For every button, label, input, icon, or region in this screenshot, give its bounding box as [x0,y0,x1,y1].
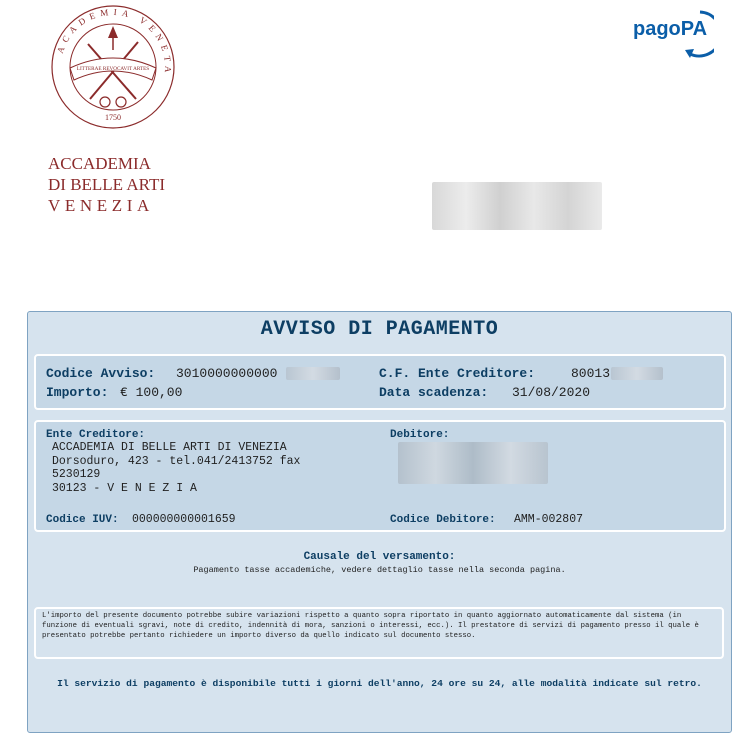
codice-avviso-label: Codice Avviso: [46,366,156,381]
data-scadenza-label: Data scadenza: [379,385,489,400]
payment-summary-panel [34,354,726,410]
causale-text: Pagamento tasse accademiche, vedere dettaglio tasse nella seconda pagina. [193,565,566,575]
institution-name-line-3: VENEZIA [48,196,154,215]
redacted-debitore [398,442,548,484]
creditore-line-3: 5230129 [52,468,101,481]
redacted-codice-avviso [286,367,340,380]
seal-ring-text: ACADEMIA VENETA [54,6,174,78]
pagopa-logo-text: pagoPA [633,18,708,40]
institution-name-line-1: ACCADEMIA [48,154,151,173]
redacted-cf-creditore [611,367,663,380]
causale-label: Causale del versamento: [303,551,456,563]
seal-year: 1750 [105,113,121,122]
notice-title: AVVISO DI PAGAMENTO [260,318,499,341]
cf-creditore-label: C.F. Ente Creditore: [379,366,536,381]
amount-disclaimer: L'importo del presente documento potrebbe subire variazioni rispetto a quanto sopra riportato in quanto aggiornato automaticamente dal sistema (in funzione di eventuali sgravi, note di credito, indennità di mora, sanzioni o interessi, ecc.). Il prestatore di servizi di pagamento presso il quale è presentato potrebbe pertanto richiedere un importo diverso da quello indicato sul documento stesso. [34,607,724,659]
creditore-line-2: Dorsoduro, 423 - tel.041/2413752 fax [52,454,301,468]
codice-debitore-value: AMM-002807 [514,513,584,526]
parties-panel [34,420,726,532]
ente-creditore-address [52,441,300,495]
creditore-line-1: ACCADEMIA DI BELLE ARTI DI VENEZIA [52,441,287,454]
service-availability-note: Il servizio di pagamento è disponibile tutti i giorni dell'anno, 24 ore su 24, alle modalità indicate sul retro. [57,678,702,689]
institution-name-line-2: DI BELLE ARTI [48,175,166,194]
codice-debitore-label: Codice Debitore: [390,514,496,526]
cf-creditore-value: 80013 [571,366,611,381]
institution-name [48,153,165,216]
seal-motto: LITTERAE REVOCAVIT ARTES [76,66,150,72]
codice-iuv-value: 000000000001659 [132,513,236,526]
codice-iuv-label: Codice IUV: [46,514,119,526]
ente-creditore-label: Ente Creditore: [46,429,146,441]
importo-label: Importo: [46,385,109,400]
data-scadenza-value: 31/08/2020 [512,385,591,400]
importo-value: € 100,00 [120,385,183,400]
codice-avviso-value: 3010000000000 [176,366,278,381]
creditore-line-4: 30123 - V E N E Z I A [52,481,197,495]
pagopa-logo [632,6,714,62]
payment-notice [27,311,732,733]
debitore-label: Debitore: [390,429,450,441]
academy-seal-logo [48,4,178,130]
redacted-address-block [432,182,602,230]
